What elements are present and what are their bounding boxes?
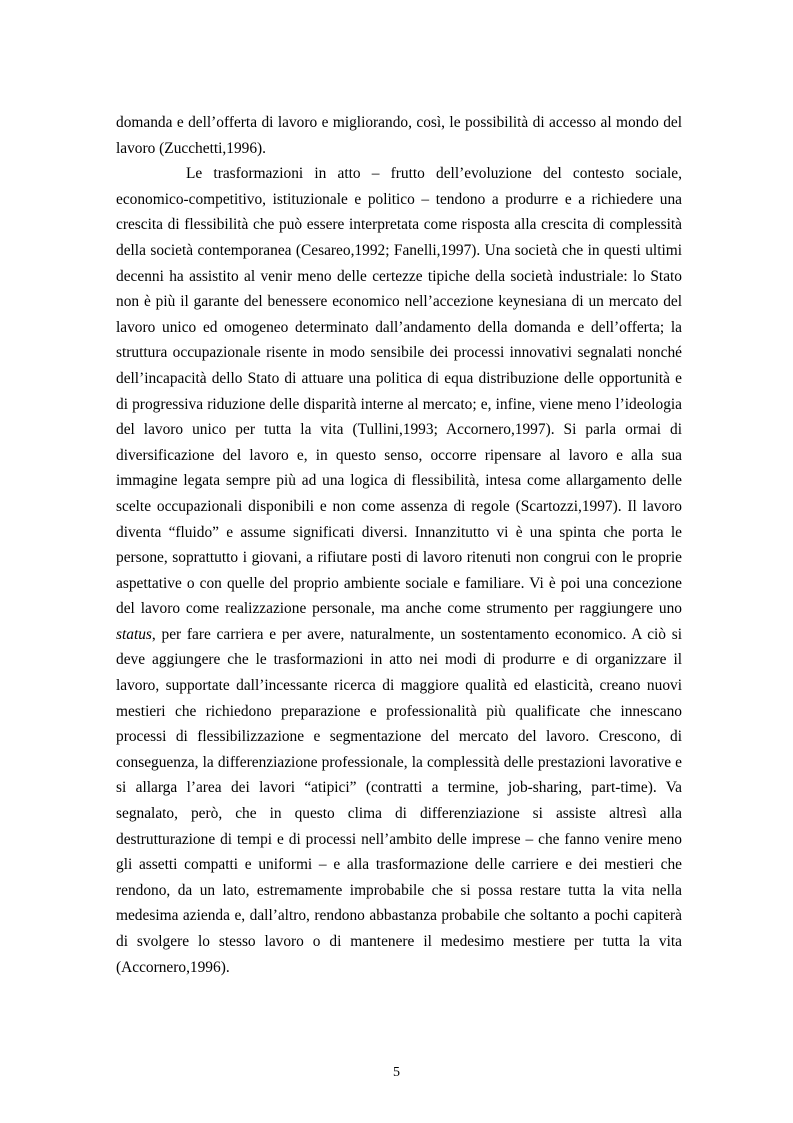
- paragraph-text-part-2: , per fare carriera e per avere, naturalmente, un sostentamento economico. A ciò si deve aggiungere che le trasformazioni in atto nei modi di produrre e di organizzare il lavoro, supportate dall’incessante ricerca di maggiore qualità ed elasticità, creano nuovi mestieri che richiedono preparazione e professionalità più qualificate che innescano processi di flessibilizzazione e segmentazione del mercato del lavoro. Crescono, di conseguenza, la differenziazione professionale, la complessità delle prestazioni lavorative e si allarga l’area dei lavori “atipici” (contratti a termine, job-sharing, part-time). Va segnalato, però, che in questo clima di differenziazione si assiste altresì alla destrutturazione di tempi e di processi nell’ambito delle imprese – che fanno venire meno gli assetti compatti e uniformi – e alla trasformazione delle carriere e dei mestieri che rendono, da un lato, estremamente improbabile che si possa restare tutta la vita nella medesima azienda e, dall’altro, rendono abbastanza probabile che soltanto a pochi capiterà di svolgere lo stesso lavoro o di mantenere il medesimo mestiere per tutta la vita (Accornero,1996).: [116, 625, 682, 976]
- paragraph-text-part-1: Le trasformazioni in atto – frutto dell’evoluzione del contesto sociale, economico-competitivo, istituzionale e politico – tendono a produrre e a richiedere una crescita di flessibilità che può essere interpretata come risposta alla crescita di complessità della società contemporanea (Cesareo,1992; Fanelli,1997). Una società che in questi ultimi decenni ha assistito al venir meno delle certezze tipiche della società industriale: lo Stato non è più il garante del benessere economico nell’accezione keynesiana di un mercato del lavoro unico ed omogeneo determinato dall’andamento della domanda e dell’offerta; la struttura occupazionale risente in modo sensibile dei processi innovativi segnalati nonché dell’incapacità dello Stato di attuare una politica di equa distribuzione delle opportunità e di progressiva riduzione delle disparità interne al mercato; e, infine, viene meno l’ideologia del lavoro unico per tutta la vita (Tullini,1993; Accornero,1997). Si parla ormai di diversificazione del lavoro e, in questo senso, occorre ripensare al lavoro e alla sua immagine legata sempre più ad una logica di flessibilità, intesa come allargamento delle scelte occupazionali disponibili e non come assenza di regole (Scartozzi,1997). Il lavoro diventa “fluido” e assume significati diversi. Innanzitutto vi è una spinta che porta le persone, soprattutto i giovani, a rifiutare posti di lavoro ritenuti non congrui con le proprie aspettative o con quelle del proprio ambiente sociale e familiare. Vi è poi una concezione del lavoro come realizzazione personale, ma anche come strumento per raggiungere uno: [116, 165, 682, 618]
- paragraph-flexibility: [116, 161, 682, 980]
- paragraph-continuation: domanda e dell’offerta di lavoro e migliorando, così, le possibilità di accesso al mondo del lavoro (Zucchetti,1996).: [116, 114, 682, 157]
- body-text: [116, 110, 682, 980]
- page-number: 5: [393, 1065, 400, 1080]
- italic-term-status: status: [116, 625, 152, 643]
